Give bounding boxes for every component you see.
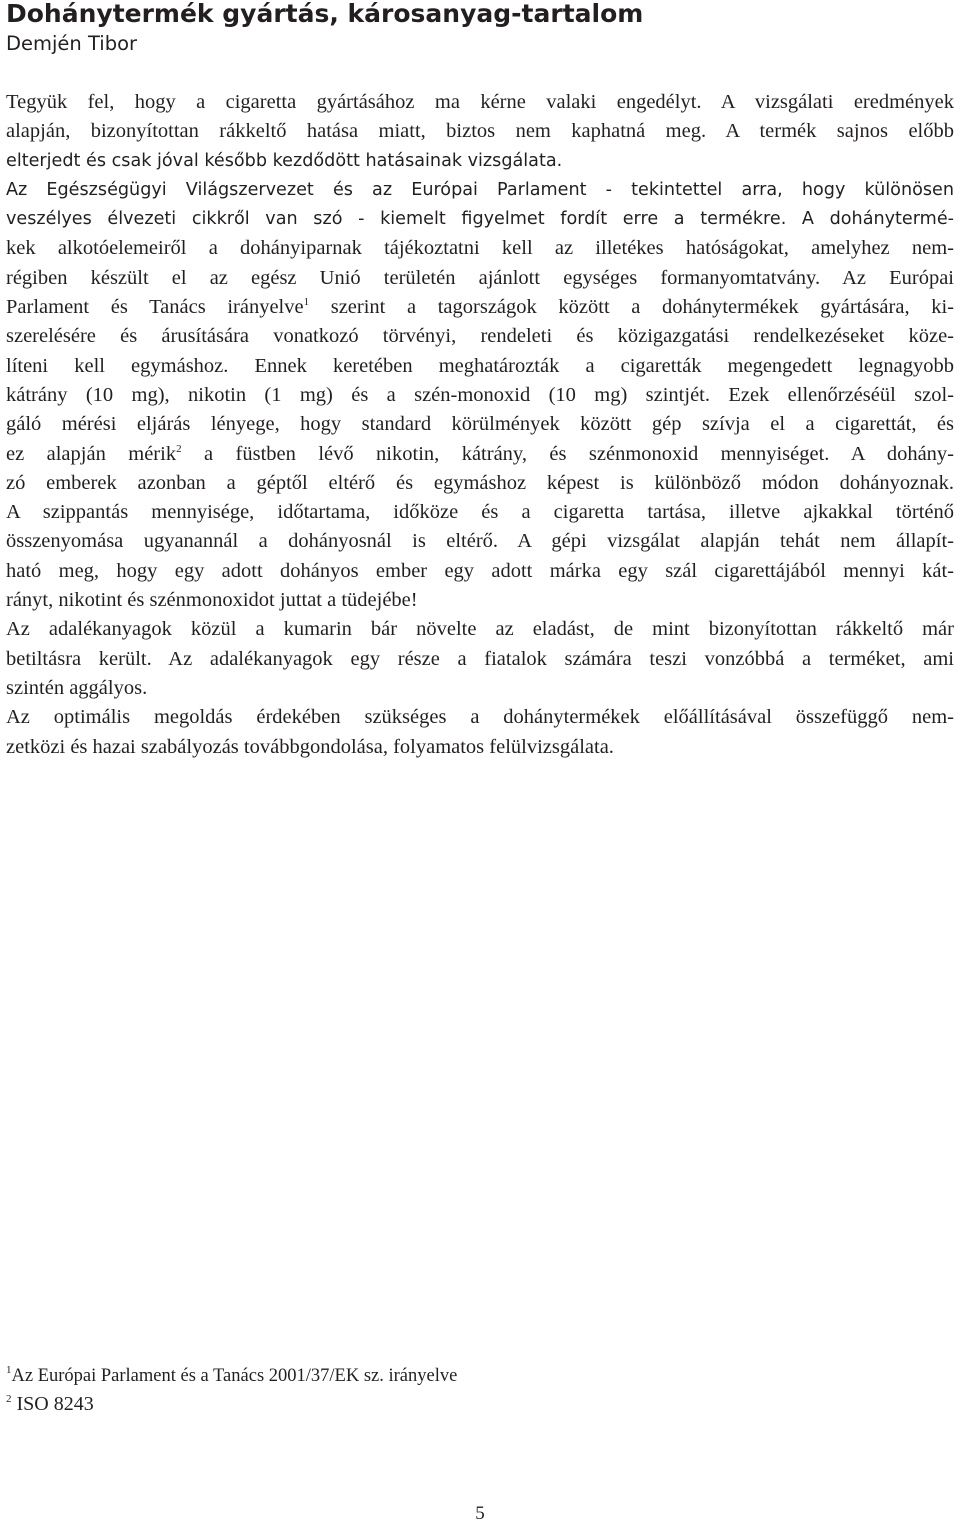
body-line: szerelésére és árusítására vonatkozó törvényi, rendeleti és közigazgatási rendelkezéseket köze-: [6, 325, 954, 348]
footnotes: [6, 1362, 457, 1418]
body-line: Az adalékanyagok közül a kumarin bár növelte az eladást, de mint bizonyítottan rákkeltő már: [6, 618, 954, 641]
body-line: kátrány (10 mg), nikotin (1 mg) és a szén-monoxid (10 mg) szintjét. Ezek ellenőrzéséül szol-: [6, 383, 954, 406]
page-number: 5: [475, 1503, 485, 1524]
body-line: Az Egészségügyi Világszervezet és az Európai Parlament - tekintettel arra, hogy különösen: [6, 179, 954, 200]
body-line: elterjedt és csak jóval később kezdődött hatásainak vizsgálata.: [6, 150, 563, 171]
line-text: szerint a tagországok között a dohánytermékek gyártására, ki-: [309, 296, 954, 319]
document-title: Dohánytermék gyártás, károsanyag-tartalom: [6, 0, 644, 28]
body-line: ható meg, hogy egy adott dohányos ember egy adott márka egy szál cigarettájából mennyi kát-: [6, 559, 954, 582]
body-line: líteni kell egymáshoz. Ennek keretében meghatározták a cigaretták megengedett legnagyobb: [6, 354, 954, 377]
body-line: A szippantás mennyisége, időtartama, időköze és a cigaretta tartása, illetve ajkakkal történő: [6, 501, 954, 524]
author-name: Demjén Tibor: [6, 32, 138, 55]
line-text: ez alapján mérik: [6, 442, 177, 465]
body-line: összenyomása ugyanannál a dohányosnál is eltérő. A gépi vizsgálat alapján tehát nem állapít-: [6, 530, 954, 553]
footnote-mark: 1: [6, 1364, 12, 1376]
body-line: [6, 293, 954, 322]
body-line: Az optimális megoldás érdekében szükséges a dohánytermékek előállításával összefüggő nem-: [6, 706, 954, 729]
body-line: gáló mérési eljárás lényege, hogy standard körülmények között gép szívja el a cigarettát, és: [6, 413, 954, 436]
body-line: zetközi és hazai szabályozás továbbgondolása, folyamatos felülvizsgálata.: [6, 735, 614, 758]
footnote-mark: 2: [6, 1393, 12, 1405]
body-line: zó emberek azonban a géptől eltérő és egymáshoz képest is különböző módon dohányoznak.: [6, 471, 954, 494]
footnote: [6, 1362, 457, 1390]
body-line: régiben készült el az egész Unió területén ajánlott egységes formanyomtatvány. Az Európai: [6, 266, 954, 289]
body-line: rányt, nikotint és szénmonoxidot juttat a tüdejébe!: [6, 589, 418, 612]
body-line: alapján, bizonyítottan rákkeltő hatása miatt, biztos nem kaphatná meg. A termék sajnos előbb: [6, 120, 954, 143]
footnote: [6, 1390, 457, 1418]
body-text: [6, 88, 954, 762]
body-line: szintén aggályos.: [6, 676, 148, 699]
line-text: a füstben lévő nikotin, kátrány, és szénmonoxid mennyiséget. A dohány-: [181, 442, 954, 465]
footnote-ref: 1: [303, 296, 310, 309]
body-line: veszélyes élvezeti cikkről van szó - kiemelt figyelmet fordít erre a termékre. A dohánytermé-: [6, 209, 954, 230]
footnote-text: Az Európai Parlament és a Tanács 2001/37/EK sz. irányelve: [11, 1366, 458, 1386]
body-line: Tegyük fel, hogy a cigaretta gyártásához ma kérne valaki engedélyt. A vizsgálati eredmények: [6, 91, 954, 113]
footnote-ref: 2: [176, 442, 182, 455]
footnote-text: ISO 8243: [16, 1393, 94, 1415]
line-text: Parlament és Tanács irányelve: [6, 296, 304, 319]
body-line: betiltásra került. Az adalékanyagok egy része a fiatalok számára teszi vonzóbbá a terméket, ami: [6, 647, 954, 670]
body-line: [6, 440, 954, 469]
body-line: kek alkotóelemeiről a dohányiparnak tájékoztatni kell az illetékes hatóságokat, amelyhez nem-: [6, 237, 954, 260]
